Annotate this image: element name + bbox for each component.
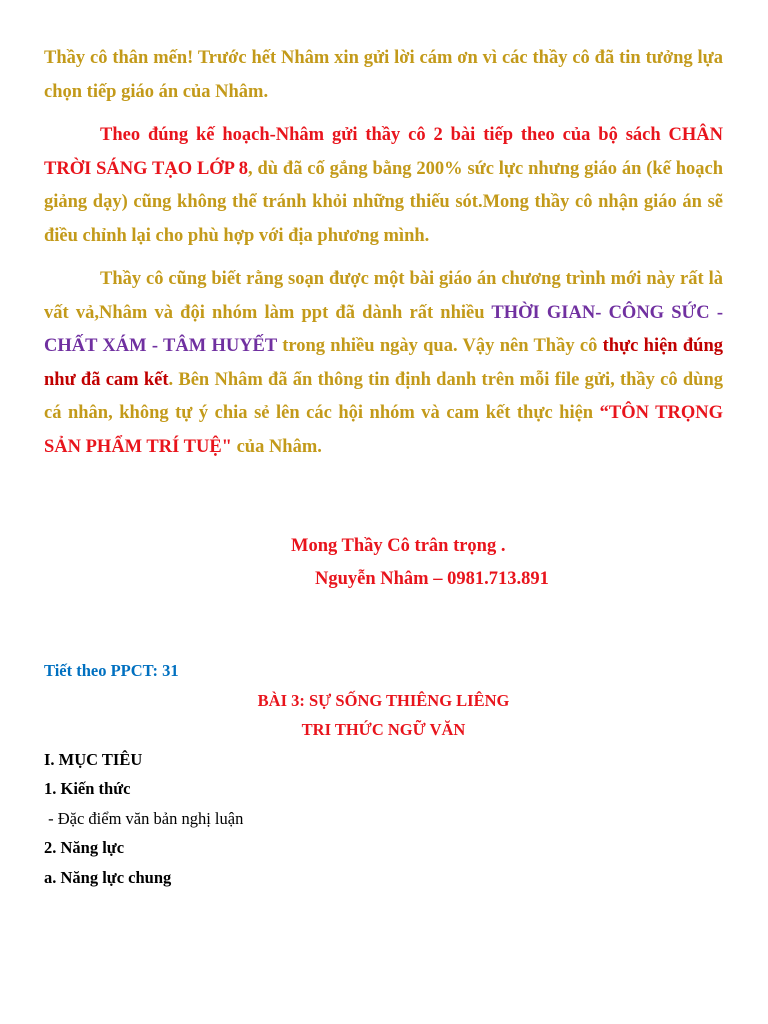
plan-highlight: Theo đúng kế hoạch-Nhâm gửi thầy cô 2 bài tiếp theo của bộ sách CHÂN TRỜI SÁNG TẠO LỚP 8 [44, 125, 723, 179]
section-heading-objectives: I. MỤC TIÊU [44, 749, 143, 769]
intro-paragraph-3 [44, 263, 723, 464]
signature-contact: Nguyễn Nhâm – 0981.713.891 [315, 569, 549, 589]
lesson-subtitle: TRI THỨC NGỮ VĂN [301, 720, 466, 739]
lesson-period: Tiết theo PPCT: 31 [44, 661, 179, 680]
intro-paragraph-3-text-e: . Bên Nhâm đã ẩn thông tin định danh trên mỗi file gửi, thầy cô dùng cá nhân, không tự ý chia sẻ lên các hội nhóm và cam kết thực hiện [44, 369, 723, 423]
signature-greeting: Mong Thầy Cô trân trọng . [291, 536, 506, 556]
intro-paragraph-1: Thầy cô thân mến! Trước hết Nhâm xin gửi lời cám ơn vì các thầy cô đã tin tưởng lựa chọn tiếp giáo án của Nhâm. [44, 48, 723, 102]
lesson-section [44, 656, 723, 892]
effort-highlight: THỜI GIAN- CÔNG SỨC - CHẤT XÁM - TÂM HUYẾT [44, 302, 724, 356]
subheading-general-competence: a. Năng lực chung [44, 867, 172, 887]
intro-section [44, 42, 723, 464]
subheading-competence: 2. Năng lực [44, 838, 125, 857]
knowledge-item: - Đặc điểm văn bản nghị luận [44, 808, 244, 828]
subheading-knowledge: 1. Kiến thức [44, 779, 131, 798]
document-page [44, 42, 723, 892]
commitment-highlight: thực hiện đúng như đã cam kết [44, 336, 723, 390]
intro-paragraph-3-text-c: trong nhiều ngày qua. Vậy nên Thầy cô [276, 336, 603, 356]
respect-highlight: “TÔN TRỌNG SẢN PHẨM TRÍ TUỆ" [44, 403, 723, 457]
intro-paragraph-2-rest: , dù đã cố gắng bằng 200% sức lực nhưng giáo án (kế hoạch giảng dạy) cũng không thể tránh khỏi những thiếu sót.Mong thầy cô nhận giáo án sẽ điều chỉnh lại cho phù hợp với địa phương mình. [44, 158, 724, 246]
lesson-title: BÀI 3: SỰ SỐNG THIÊNG LIÊNG [257, 690, 510, 710]
intro-paragraph-3-text-a: Thầy cô cũng biết rằng soạn được một bài giáo án chương trình mới này rất là vất vả,Nhâm và đội nhóm làm ppt đã dành rất nhiều [44, 269, 723, 323]
intro-paragraph-2 [44, 119, 723, 253]
intro-paragraph-3-text-g: của Nhâm. [231, 436, 322, 457]
signature-block [44, 530, 723, 596]
